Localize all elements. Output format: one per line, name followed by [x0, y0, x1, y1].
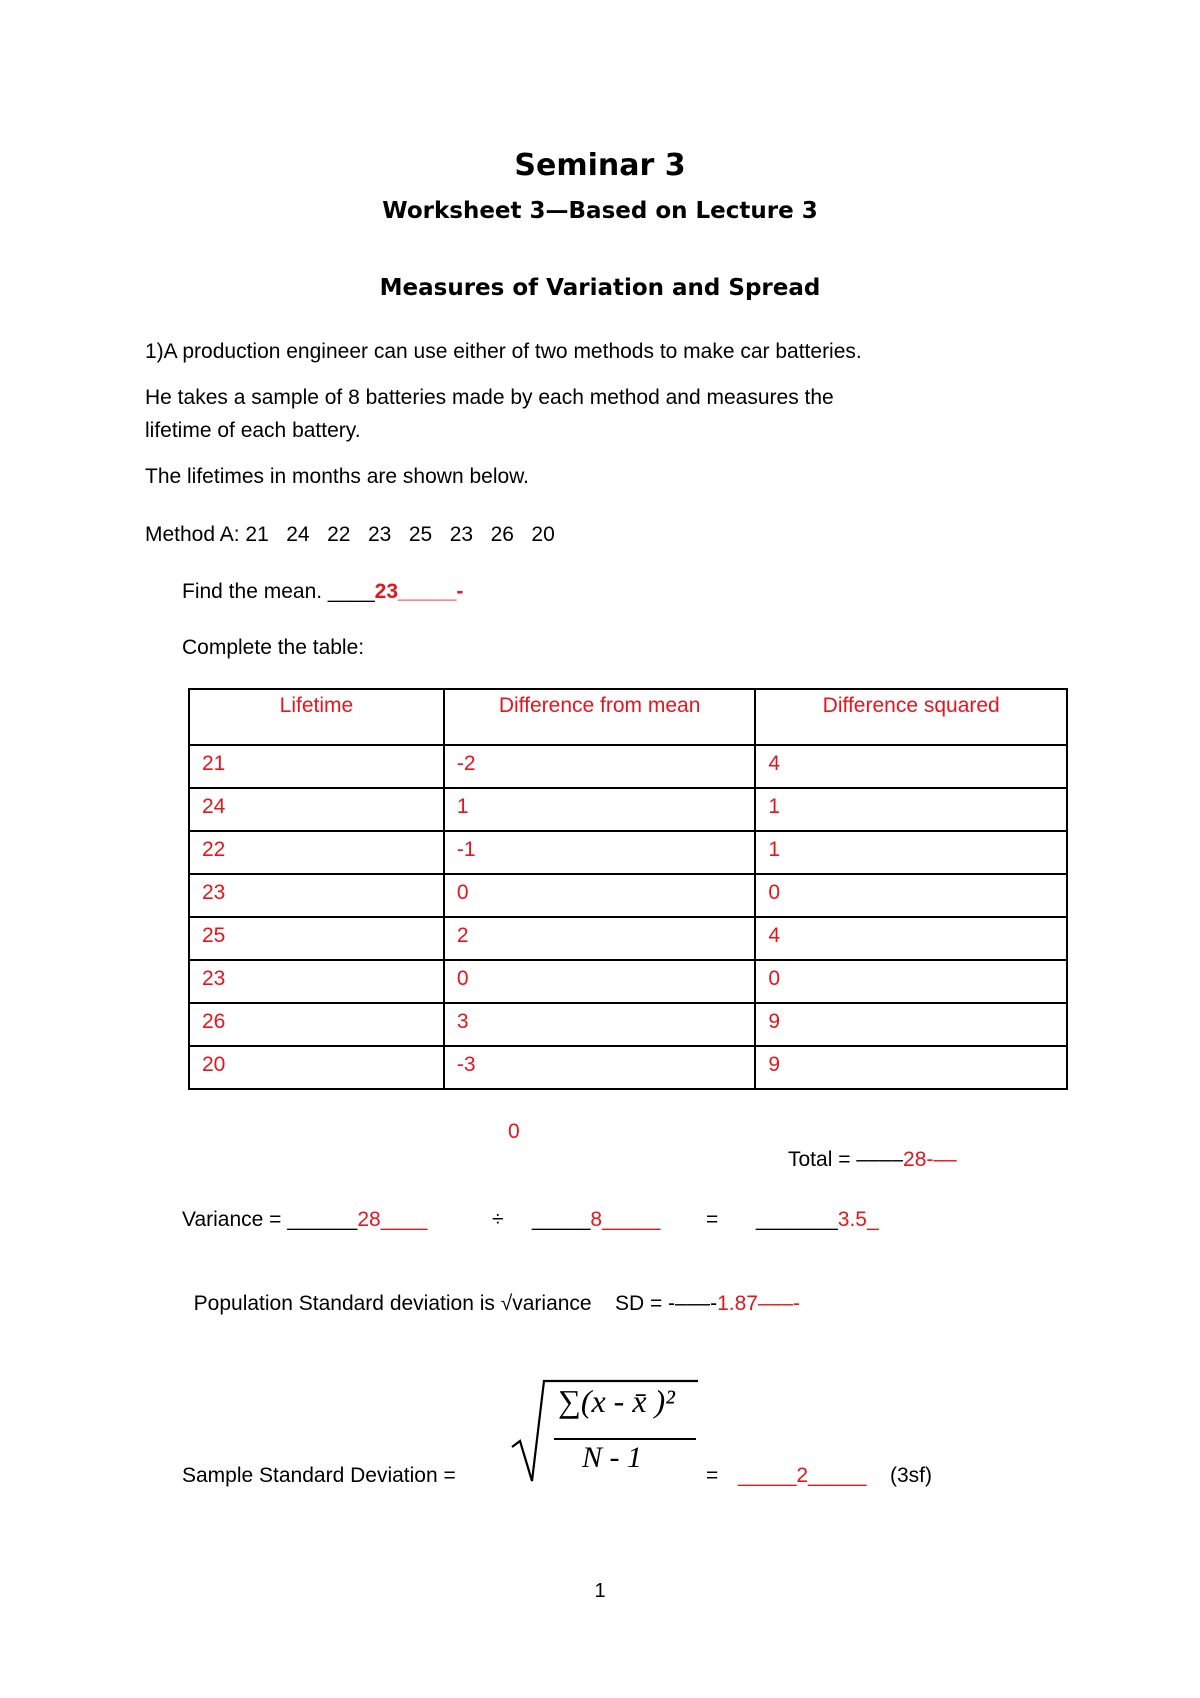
cell-difference-squared: 4	[755, 745, 1067, 788]
cell-difference: -3	[444, 1046, 756, 1089]
cell-difference-squared: 1	[755, 831, 1067, 874]
table-row	[189, 788, 1067, 831]
variance-result: 3.5_	[837, 1208, 879, 1231]
cell-difference-squared: 1	[755, 788, 1067, 831]
sample-sd-formula	[510, 1375, 700, 1485]
page-number: 1	[594, 1580, 606, 1602]
cell-difference: -2	[444, 745, 756, 788]
cell-difference: 0	[444, 874, 756, 917]
formula-denominator: N - 1	[582, 1441, 642, 1474]
cell-lifetime: 21	[189, 745, 444, 788]
sample-sd-answer: _____2_____	[738, 1464, 867, 1487]
mean-question	[182, 580, 463, 604]
cell-lifetime: 26	[189, 1003, 444, 1046]
table-prompt: Complete the table:	[182, 636, 365, 659]
cell-lifetime: 20	[189, 1046, 444, 1089]
variance-line	[182, 1208, 427, 1232]
cell-difference-squared: 9	[755, 1003, 1067, 1046]
total-label: Total = ––––	[788, 1148, 904, 1171]
table-header-row	[189, 689, 1067, 745]
variance-label: Variance = ______	[182, 1208, 358, 1231]
cell-lifetime: 24	[189, 788, 444, 831]
cell-difference-squared: 0	[755, 960, 1067, 1003]
total-value: 28	[903, 1148, 927, 1171]
sample-sd-label: Sample Standard Deviation =	[182, 1464, 456, 1487]
table-row	[189, 917, 1067, 960]
total-line	[788, 1148, 957, 1172]
formula-numerator: ∑(x - x̄ )²	[558, 1383, 675, 1419]
header-difference: Difference from mean	[444, 689, 756, 745]
variance-blank-2: _______	[756, 1208, 838, 1231]
cell-lifetime: 23	[189, 960, 444, 1003]
cell-lifetime: 23	[189, 874, 444, 917]
table-row	[189, 1046, 1067, 1089]
question-line-3: lifetime of each battery.	[145, 419, 361, 442]
cell-lifetime: 25	[189, 917, 444, 960]
population-sd-line	[182, 1268, 800, 1316]
variance-numerator: 28____	[357, 1208, 428, 1231]
table-row	[189, 831, 1067, 874]
variance-denominator: 8_____	[590, 1208, 661, 1231]
table-row	[189, 1003, 1067, 1046]
cell-difference-squared: 0	[755, 874, 1067, 917]
population-sd-label: Population Standard deviation is √variance SD = -–––-	[193, 1292, 718, 1315]
sample-sd-note: (3sf)	[890, 1464, 932, 1487]
topic-heading: Measures of Variation and Spread	[379, 275, 821, 301]
table-row	[189, 745, 1067, 788]
header-difference-squared: Difference squared	[755, 689, 1067, 745]
mean-prompt: Find the mean. ____	[182, 580, 375, 603]
table-row	[189, 960, 1067, 1003]
header-lifetime: Lifetime	[189, 689, 444, 745]
method-a-data: Method A: 21 24 22 23 25 23 26 20	[145, 523, 555, 546]
cell-lifetime: 22	[189, 831, 444, 874]
variance-equals: =	[706, 1208, 719, 1231]
total-suffix: -––	[926, 1148, 957, 1171]
cell-difference: 2	[444, 917, 756, 960]
sample-sd-equals: =	[706, 1464, 719, 1487]
question-line-2: He takes a sample of 8 batteries made by each method and measures the	[145, 386, 834, 409]
cell-difference: -1	[444, 831, 756, 874]
variance-result-line	[756, 1208, 879, 1232]
divide-sign: ÷	[492, 1208, 504, 1231]
difference-sum: 0	[508, 1120, 520, 1143]
population-sd-suffix: –––-	[757, 1292, 800, 1315]
page-title: Seminar 3	[514, 148, 686, 183]
mean-answer: 23_____-	[374, 580, 464, 603]
table-row	[189, 874, 1067, 917]
question-line-1: 1)A production engineer can use either of two methods to make car batteries.	[145, 340, 862, 363]
cell-difference: 3	[444, 1003, 756, 1046]
population-sd-value: 1.87	[717, 1292, 758, 1315]
lifetime-table	[188, 688, 1068, 1090]
cell-difference-squared: 9	[755, 1046, 1067, 1089]
cell-difference-squared: 4	[755, 917, 1067, 960]
cell-difference: 1	[444, 788, 756, 831]
worksheet-subtitle: Worksheet 3—Based on Lecture 3	[382, 198, 818, 224]
variance-denominator-line	[532, 1208, 660, 1232]
question-line-4: The lifetimes in months are shown below.	[145, 465, 530, 488]
variance-blank: _____	[532, 1208, 591, 1231]
cell-difference: 0	[444, 960, 756, 1003]
